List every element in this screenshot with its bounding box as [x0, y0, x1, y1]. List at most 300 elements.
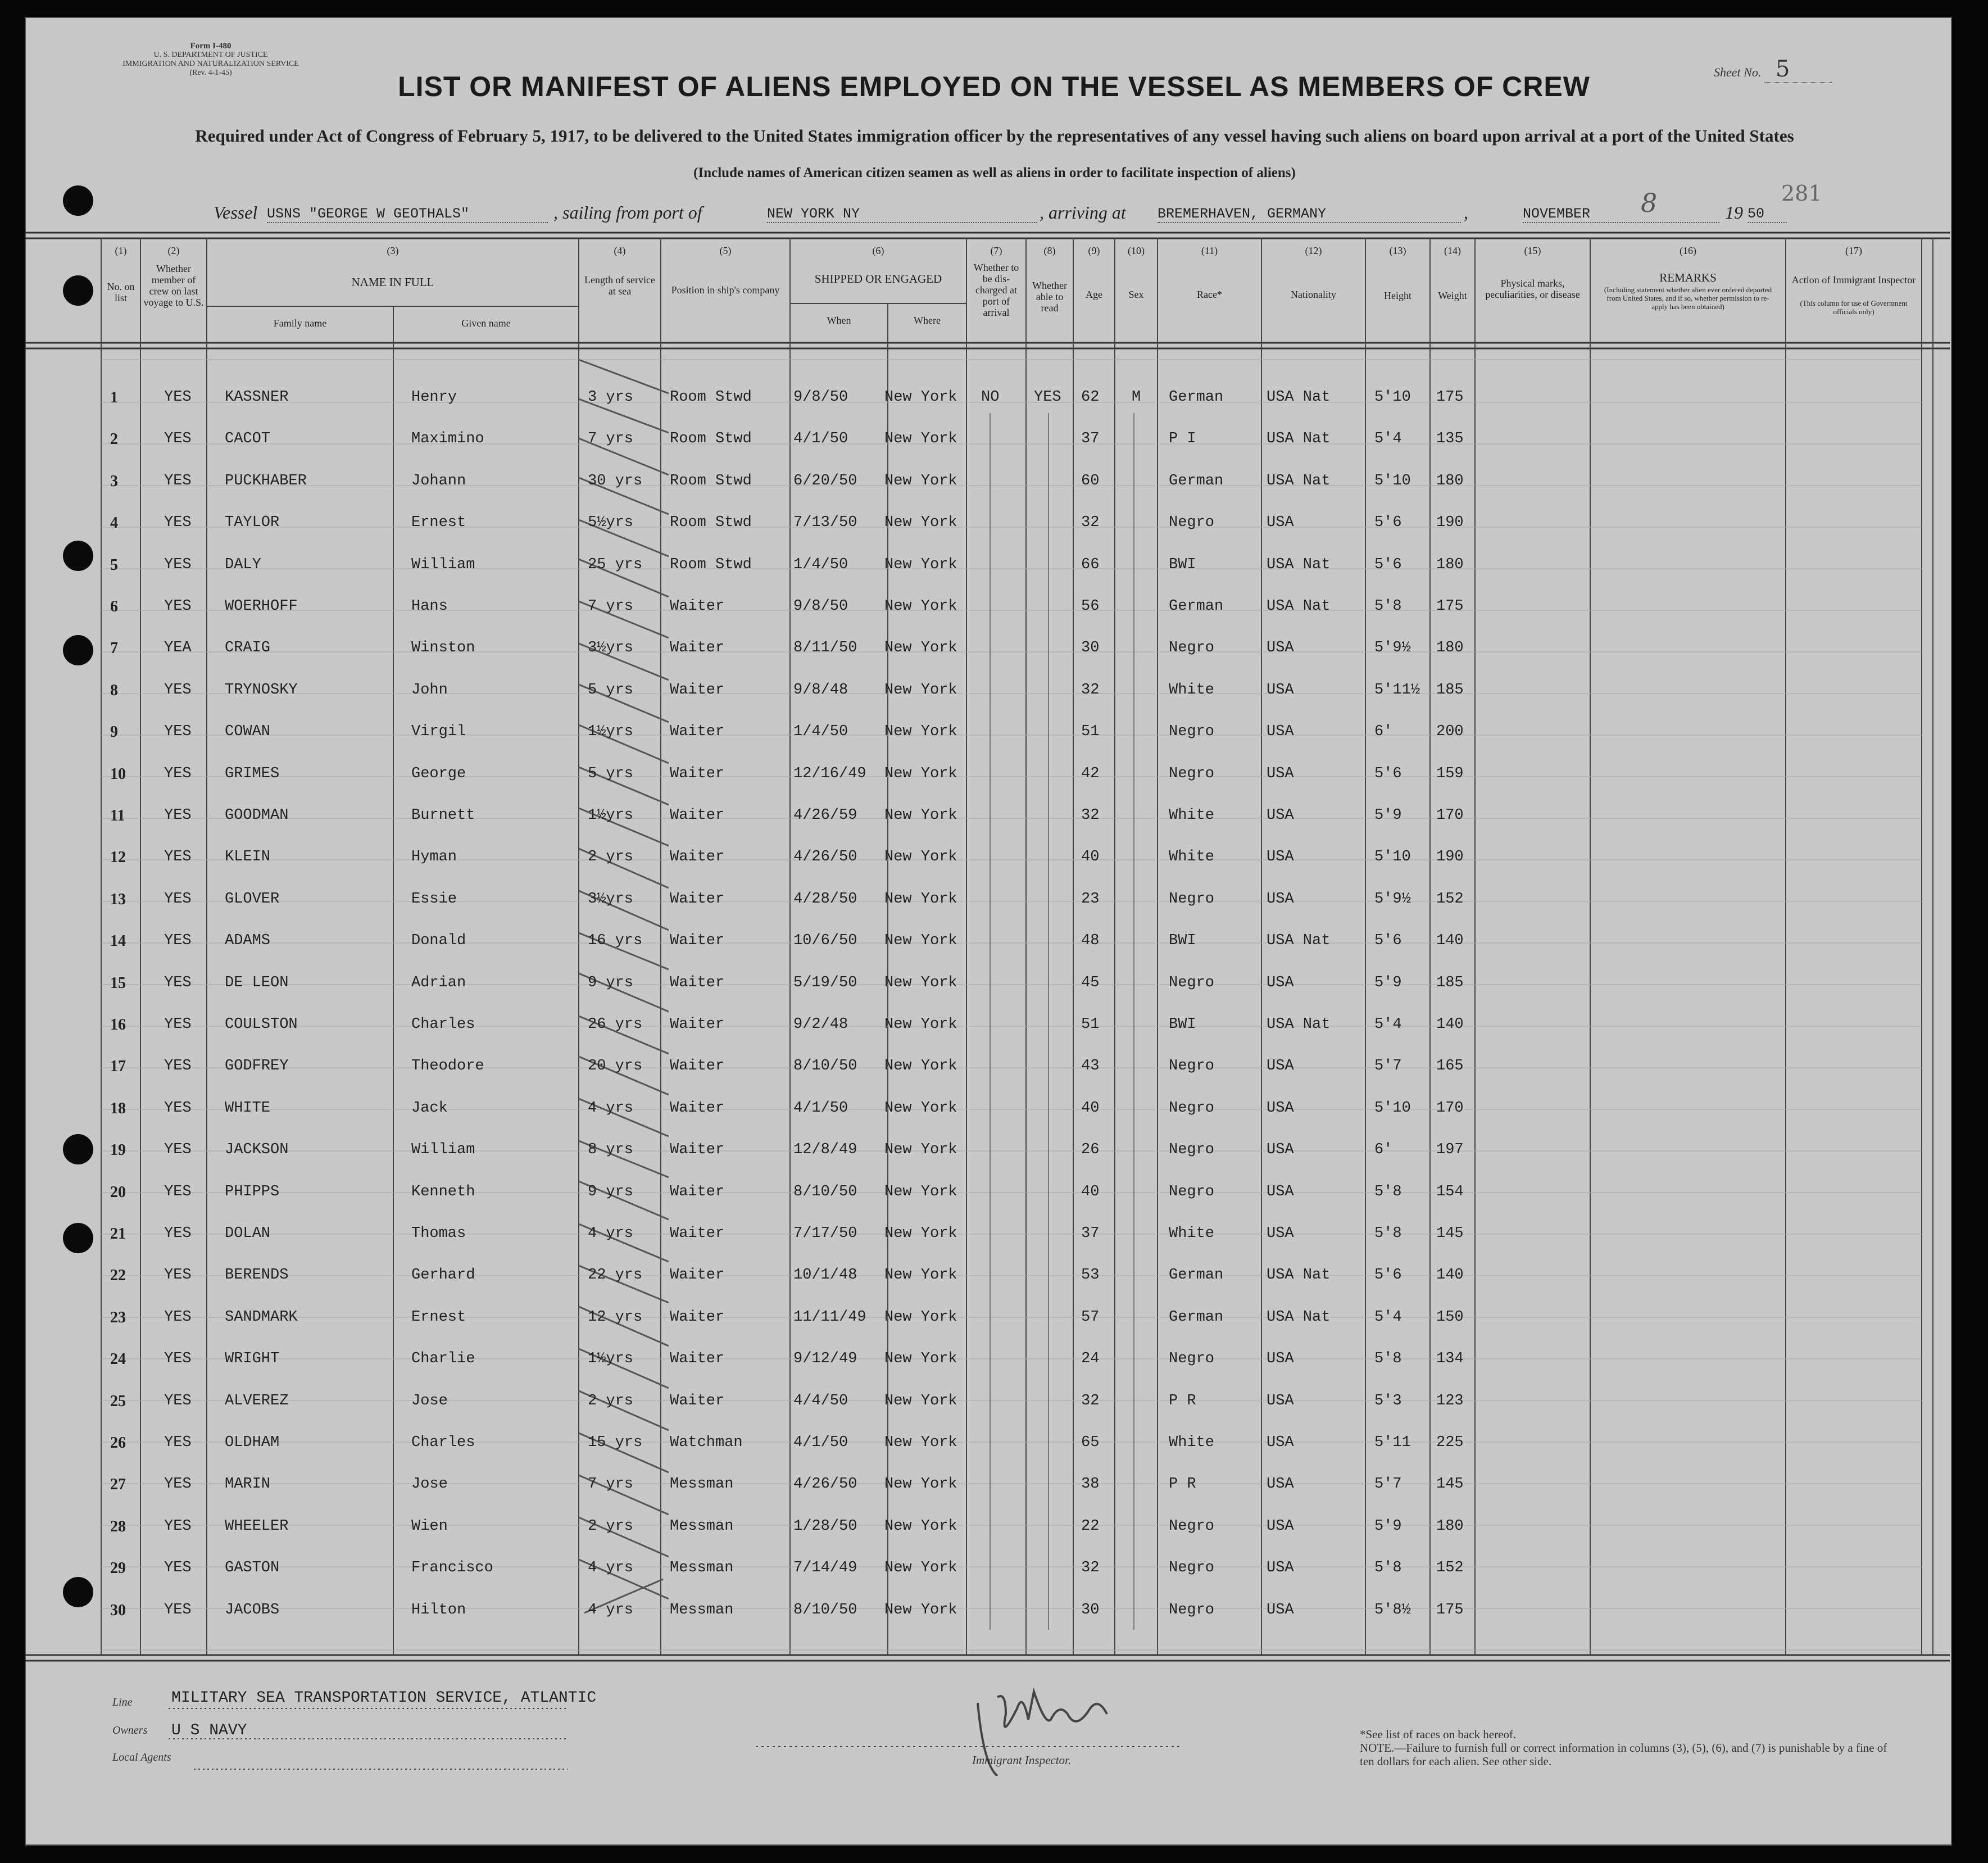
age: 48: [1081, 932, 1100, 950]
member-last-voyage: YES: [164, 1350, 192, 1368]
col-11-number: (11): [1201, 245, 1218, 256]
local-agents-label: Local Agents: [112, 1751, 171, 1764]
age: 32: [1081, 681, 1100, 699]
engaged-place: New York: [884, 1099, 957, 1117]
engaged-place: New York: [884, 598, 957, 615]
engaged-date: 8/11/50: [793, 640, 857, 657]
vessel-label: Vessel: [214, 202, 258, 223]
row-number: 28: [110, 1517, 126, 1535]
sex: M: [1132, 389, 1141, 406]
race: White: [1169, 681, 1215, 699]
col-13-number: (13): [1389, 245, 1406, 256]
row-number: 23: [110, 1308, 126, 1326]
length-of-service: 26 yrs: [588, 1016, 643, 1033]
engaged-place: New York: [884, 681, 957, 699]
weight: 175: [1436, 598, 1464, 615]
nationality: USA: [1267, 1058, 1294, 1075]
weight: 180: [1436, 1517, 1464, 1535]
height: 5'10: [1374, 1099, 1411, 1117]
given-name: William: [411, 556, 475, 573]
position: Waiter: [670, 974, 725, 991]
family-name: GOODMAN: [225, 807, 289, 824]
nationality: USA: [1267, 1099, 1294, 1117]
given-name: Charlie: [411, 1350, 475, 1368]
engaged-place: New York: [884, 1016, 957, 1033]
given-name: Gerhard: [411, 1267, 475, 1284]
race: P I: [1169, 430, 1196, 448]
height: 6': [1374, 1141, 1393, 1159]
col-remarks: REMARKS: [1659, 271, 1717, 284]
length-of-service: 2 yrs: [588, 1517, 634, 1535]
race: Negro: [1169, 1560, 1215, 1577]
family-name: JACOBS: [225, 1601, 280, 1619]
given-name: Maximino: [411, 430, 484, 448]
engaged-date: 9/8/50: [793, 389, 848, 406]
col-member-last-voyage: Whether member of crew on last voyage to U.S.: [143, 263, 204, 308]
page-subtitle: Required under Act of Congress of February 5, 1917, to be delivered to the United States immigration officer by the representatives of any vessel having such aliens on board upon arrival at a port of the United States: [195, 126, 1794, 146]
member-last-voyage: YES: [164, 765, 192, 782]
row-number: 18: [110, 1099, 126, 1117]
engaged-place: New York: [884, 1560, 957, 1577]
row-number: 9: [110, 723, 118, 741]
race: Negro: [1169, 1517, 1215, 1535]
height: 5'4: [1374, 430, 1402, 448]
vessel-name: USNS "GEORGE W GEOTHALS": [267, 206, 548, 223]
given-name: Theodore: [411, 1058, 484, 1075]
nationality: USA: [1267, 723, 1294, 741]
engaged-date: 8/10/50: [793, 1058, 857, 1075]
engaged-date: 1/4/50: [793, 556, 848, 573]
engaged-place: New York: [884, 1308, 957, 1326]
engaged-place: New York: [884, 1183, 957, 1200]
col-sex: Sex: [1128, 289, 1144, 300]
engaged-date: 12/8/49: [793, 1141, 857, 1159]
nationality: USA: [1267, 890, 1294, 908]
age: 40: [1081, 849, 1100, 866]
col-shipped-engaged: SHIPPED OR ENGAGED: [814, 272, 942, 285]
length-of-service: 3 yrs: [588, 389, 634, 406]
member-last-voyage: YES: [164, 472, 192, 489]
col-name-in-full: NAME IN FULL: [351, 275, 434, 289]
engaged-place: New York: [884, 1267, 957, 1284]
engaged-date: 7/14/49: [793, 1560, 857, 1577]
length-of-service: 1½yrs: [588, 723, 634, 741]
position: Messman: [670, 1476, 734, 1493]
weight: 200: [1436, 723, 1464, 741]
height: 5'8: [1374, 1350, 1402, 1368]
family-name: WRIGHT: [225, 1350, 280, 1368]
age: 43: [1081, 1058, 1100, 1075]
nationality: USA: [1267, 807, 1294, 824]
col-2-number: (2): [167, 245, 180, 256]
height: 5'8: [1374, 598, 1402, 615]
table-row: [0, 514, 1988, 537]
given-name: Charles: [411, 1016, 475, 1033]
row-number: 10: [110, 765, 126, 783]
given-name: Jack: [411, 1099, 448, 1117]
table-row: [0, 556, 1988, 579]
penalty-note: NOTE.—Failure to furnish full or correct information in columns (3), (5), (6), and (7) is punishable by a fine of ten dollars for each alien. See other side.: [1360, 1741, 1887, 1768]
row-number: 21: [110, 1225, 126, 1243]
height: 5'9: [1374, 807, 1402, 824]
weight: 145: [1436, 1476, 1464, 1493]
weight: 152: [1436, 890, 1464, 908]
age: 40: [1081, 1183, 1100, 1200]
line-label: Line: [112, 1696, 133, 1708]
given-name: Burnett: [411, 807, 475, 824]
age: 56: [1081, 598, 1100, 615]
engaged-date: 10/1/48: [793, 1267, 857, 1284]
col-where: Where: [914, 315, 941, 326]
race: White: [1169, 849, 1215, 866]
engaged-place: New York: [884, 472, 957, 489]
weight: 185: [1436, 681, 1464, 699]
weight: 180: [1436, 640, 1464, 657]
weight: 134: [1436, 1350, 1464, 1368]
position: Room Stwd: [670, 514, 752, 532]
family-name: CRAIG: [225, 640, 271, 657]
position: Waiter: [670, 1350, 725, 1368]
nationality: USA: [1267, 849, 1294, 866]
height: 5'6: [1374, 932, 1402, 950]
sheet-value: 5: [1764, 56, 1832, 83]
engaged-place: New York: [884, 932, 957, 950]
weight: 190: [1436, 849, 1464, 866]
engaged-place: New York: [884, 1517, 957, 1535]
length-of-service: 4 yrs: [588, 1601, 634, 1619]
shipping-line: MILITARY SEA TRANSPORTATION SERVICE, ATLANTIC: [171, 1689, 597, 1707]
race: Negro: [1169, 723, 1215, 741]
age: 37: [1081, 1225, 1100, 1242]
race-footnote: *See list of races on back hereof.: [1360, 1728, 1517, 1741]
position: Waiter: [670, 1225, 725, 1242]
age: 22: [1081, 1517, 1100, 1535]
nationality: USA: [1267, 640, 1294, 657]
height: 5'6: [1374, 514, 1402, 532]
table-row: [0, 1602, 1988, 1624]
table-row: [0, 849, 1988, 871]
family-name: PHIPPS: [225, 1183, 280, 1200]
race: BWI: [1169, 556, 1196, 573]
engaged-place: New York: [884, 890, 957, 908]
race: Negro: [1169, 890, 1215, 908]
year-prefix: 19: [1725, 202, 1743, 223]
family-name: COWAN: [225, 723, 271, 741]
nationality: USA: [1267, 1476, 1294, 1493]
age: 37: [1081, 430, 1100, 448]
col-4-number: (4): [614, 245, 626, 256]
member-last-voyage: YES: [164, 681, 192, 699]
page-subnote: (Include names of American citizen seamen as well as aliens in order to facilitate inspection of aliens): [693, 165, 1296, 180]
row-number: 19: [110, 1141, 126, 1159]
age: 53: [1081, 1267, 1100, 1284]
family-name: KASSNER: [225, 389, 289, 406]
family-name: GASTON: [225, 1560, 280, 1577]
given-name: Hilton: [411, 1601, 466, 1619]
height: 6': [1374, 723, 1393, 741]
owners-value: U S NAVY: [171, 1722, 247, 1739]
engaged-date: 4/1/50: [793, 1434, 848, 1451]
height: 5'9½: [1374, 640, 1411, 657]
department-name: U. S. DEPARTMENT OF JUSTICE: [153, 51, 268, 59]
binder-hole: [63, 185, 93, 216]
row-number: 2: [110, 430, 118, 448]
table-row: [0, 1560, 1988, 1582]
member-last-voyage: YES: [164, 1099, 192, 1117]
col-able-read: Whether able to read: [1032, 280, 1067, 314]
weight: 170: [1436, 807, 1464, 824]
age: 32: [1081, 1560, 1100, 1577]
row-number: 11: [110, 807, 125, 824]
position: Room Stwd: [670, 472, 752, 489]
binder-hole: [63, 275, 93, 306]
weight: 145: [1436, 1225, 1464, 1242]
row-number: 30: [110, 1601, 126, 1619]
height: 5'6: [1374, 765, 1402, 782]
engaged-place: New York: [884, 514, 957, 532]
race: German: [1169, 472, 1224, 489]
row-number: 6: [110, 598, 118, 615]
race: BWI: [1169, 932, 1196, 950]
length-of-service: 9 yrs: [588, 974, 634, 991]
race: Negro: [1169, 1141, 1215, 1159]
family-name: MARIN: [225, 1476, 271, 1493]
form-revision: (Rev. 4-1-45): [189, 69, 232, 77]
col-height: Height: [1384, 290, 1411, 301]
height: 5'11: [1374, 1434, 1411, 1451]
race: Negro: [1169, 640, 1215, 657]
col-17-number: (17): [1845, 245, 1862, 256]
race: BWI: [1169, 1016, 1196, 1033]
position: Waiter: [670, 681, 725, 699]
engaged-date: 4/26/50: [793, 849, 857, 866]
nationality: USA: [1267, 974, 1294, 991]
weight: 185: [1436, 974, 1464, 991]
height: 5'7: [1374, 1476, 1402, 1493]
weight: 159: [1436, 765, 1464, 782]
age: 32: [1081, 807, 1100, 824]
race: White: [1169, 1225, 1215, 1242]
length-of-service: 2 yrs: [588, 849, 634, 866]
engaged-place: New York: [884, 974, 957, 991]
family-name: COULSTON: [225, 1016, 298, 1033]
nationality: USA: [1267, 514, 1294, 532]
engaged-date: 8/10/50: [793, 1601, 857, 1619]
engaged-date: 9/2/48: [793, 1016, 848, 1033]
race: Negro: [1169, 1058, 1215, 1075]
member-last-voyage: YES: [164, 514, 192, 532]
height: 5'8: [1374, 1183, 1402, 1200]
height: 5'10: [1374, 849, 1411, 866]
engaged-place: New York: [884, 1225, 957, 1242]
family-name: ALVEREZ: [225, 1392, 289, 1409]
nationality: USA: [1267, 1601, 1294, 1619]
member-last-voyage: YES: [164, 1392, 192, 1409]
col-14-number: (14): [1444, 245, 1461, 256]
row-number: 4: [110, 514, 118, 532]
col-5-number: (5): [719, 245, 732, 256]
position: Messman: [670, 1601, 734, 1619]
given-name: Ernest: [411, 514, 466, 532]
position: Waiter: [670, 932, 725, 950]
race: Negro: [1169, 1350, 1215, 1368]
age: 65: [1081, 1434, 1100, 1451]
departure-port: NEW YORK NY: [767, 206, 1037, 223]
engaged-date: 4/4/50: [793, 1392, 848, 1409]
row-number: 15: [110, 974, 126, 992]
race: German: [1169, 598, 1224, 615]
engaged-date: 12/16/49: [793, 765, 866, 782]
table-row: [0, 1476, 1988, 1498]
table-row: [0, 1309, 1988, 1331]
table-row: [0, 1141, 1988, 1164]
weight: 150: [1436, 1308, 1464, 1326]
position: Waiter: [670, 890, 725, 908]
family-name: ADAMS: [225, 932, 271, 950]
row-number: 24: [110, 1350, 126, 1368]
member-last-voyage: YES: [164, 1183, 192, 1200]
position: Waiter: [670, 1141, 725, 1159]
family-name: DE LEON: [225, 974, 289, 991]
arrival-month: NOVEMBER: [1523, 206, 1719, 223]
engaged-place: New York: [884, 849, 957, 866]
weight: 140: [1436, 1267, 1464, 1284]
length-of-service: 3½yrs: [588, 640, 634, 657]
given-name: Francisco: [411, 1560, 493, 1577]
member-last-voyage: YES: [164, 556, 192, 573]
member-last-voyage: YES: [164, 807, 192, 824]
height: 5'6: [1374, 556, 1402, 573]
engaged-date: 9/12/49: [793, 1350, 857, 1368]
col-nationality: Nationality: [1291, 289, 1336, 300]
table-row: [0, 891, 1988, 913]
position: Waiter: [670, 1308, 725, 1326]
engaged-date: 10/6/50: [793, 932, 857, 950]
given-name: Ernest: [411, 1308, 466, 1326]
weight: 175: [1436, 389, 1464, 406]
height: 5'10: [1374, 472, 1411, 489]
length-of-service: 15 yrs: [588, 1434, 643, 1451]
member-last-voyage: YES: [164, 1434, 192, 1451]
row-number: 14: [110, 932, 126, 950]
length-of-service: 7 yrs: [588, 1476, 634, 1493]
row-number: 13: [110, 890, 126, 908]
family-name: TRYNOSKY: [225, 681, 298, 699]
race: White: [1169, 807, 1215, 824]
family-name: GLOVER: [225, 890, 280, 908]
row-number: 22: [110, 1267, 126, 1285]
length-of-service: 2 yrs: [588, 1392, 634, 1409]
table-row: [0, 1184, 1988, 1206]
height: 5'6: [1374, 1267, 1402, 1284]
nationality: USA Nat: [1267, 472, 1331, 489]
position: Room Stwd: [670, 556, 752, 573]
table-row: [0, 473, 1988, 495]
length-of-service: 1½yrs: [588, 807, 634, 824]
owners-label: Owners: [112, 1724, 148, 1737]
race: Negro: [1169, 1183, 1215, 1200]
engaged-date: 7/17/50: [793, 1225, 857, 1242]
sheet-label: Sheet No.: [1714, 65, 1762, 79]
nationality: USA: [1267, 1183, 1294, 1200]
engaged-date: 4/26/50: [793, 1476, 857, 1493]
member-last-voyage: YES: [164, 1225, 192, 1242]
age: 51: [1081, 723, 1100, 741]
age: 38: [1081, 1476, 1100, 1493]
length-of-service: 4 yrs: [588, 1099, 634, 1117]
member-last-voyage: YES: [164, 890, 192, 908]
race: P R: [1169, 1476, 1196, 1493]
engaged-date: 1/4/50: [793, 723, 848, 741]
age: 30: [1081, 1601, 1100, 1619]
row-number: 29: [110, 1560, 126, 1578]
nationality: USA Nat: [1267, 1016, 1331, 1033]
engaged-place: New York: [884, 556, 957, 573]
col-1-number: (1): [115, 245, 127, 256]
race: White: [1169, 1434, 1215, 1451]
family-name: GODFREY: [225, 1058, 289, 1075]
family-name: WHEELER: [225, 1517, 289, 1535]
engaged-place: New York: [884, 1350, 957, 1368]
family-name: CACOT: [225, 430, 271, 448]
age: 51: [1081, 1016, 1100, 1033]
position: Room Stwd: [670, 389, 752, 406]
weight: 135: [1436, 430, 1464, 448]
page-title: LIST OR MANIFEST OF ALIENS EMPLOYED ON THE VESSEL AS MEMBERS OF CREW: [398, 71, 1590, 102]
row-number: 1: [110, 389, 118, 406]
inspector-label: Immigrant Inspector.: [972, 1753, 1072, 1767]
engaged-date: 4/1/50: [793, 1099, 848, 1117]
nationality: USA: [1267, 1434, 1294, 1451]
row-number: 26: [110, 1434, 126, 1452]
height: 5'7: [1374, 1058, 1402, 1075]
table-row: [0, 1350, 1988, 1373]
row-number: 25: [110, 1392, 126, 1410]
height: 5'9½: [1374, 890, 1411, 908]
member-last-voyage: YES: [164, 849, 192, 866]
position: Waiter: [670, 640, 725, 657]
member-last-voyage: YES: [164, 932, 192, 950]
col-race: Race*: [1197, 289, 1222, 300]
table-row: [0, 1225, 1988, 1248]
height: 5'9: [1374, 1517, 1402, 1535]
age: 45: [1081, 974, 1100, 991]
row-number: 7: [110, 640, 118, 658]
engaged-place: New York: [884, 807, 957, 824]
age: 30: [1081, 640, 1100, 657]
engaged-date: 4/1/50: [793, 430, 848, 448]
engaged-date: 5/19/50: [793, 974, 857, 991]
voyage-line: Vessel USNS "GEORGE W GEOTHALS" , sailing from port of NEW YORK NY , arriving at BREMERHAVEN, GERMANY , NOVEMBER 8 19 50: [214, 202, 1843, 225]
race: German: [1169, 1308, 1224, 1326]
file-number: 281: [1781, 181, 1822, 206]
position: Messman: [670, 1517, 734, 1535]
nationality: USA: [1267, 765, 1294, 782]
height: 5'11½: [1374, 681, 1420, 699]
length-of-service: 9 yrs: [588, 1183, 634, 1200]
engaged-date: 9/8/48: [793, 681, 848, 699]
col-8-number: (8): [1043, 245, 1056, 256]
arrival-year: 50: [1748, 206, 1787, 223]
race: Negro: [1169, 514, 1215, 532]
col-physical-marks: Physical marks, peculiarities, or disease: [1485, 278, 1580, 300]
engaged-place: New York: [884, 765, 957, 782]
member-last-voyage: YES: [164, 974, 192, 991]
length-of-service: 4 yrs: [588, 1560, 634, 1577]
engaged-place: New York: [884, 1434, 957, 1451]
row-number: 16: [110, 1016, 126, 1034]
member-last-voyage: YES: [164, 1016, 192, 1033]
